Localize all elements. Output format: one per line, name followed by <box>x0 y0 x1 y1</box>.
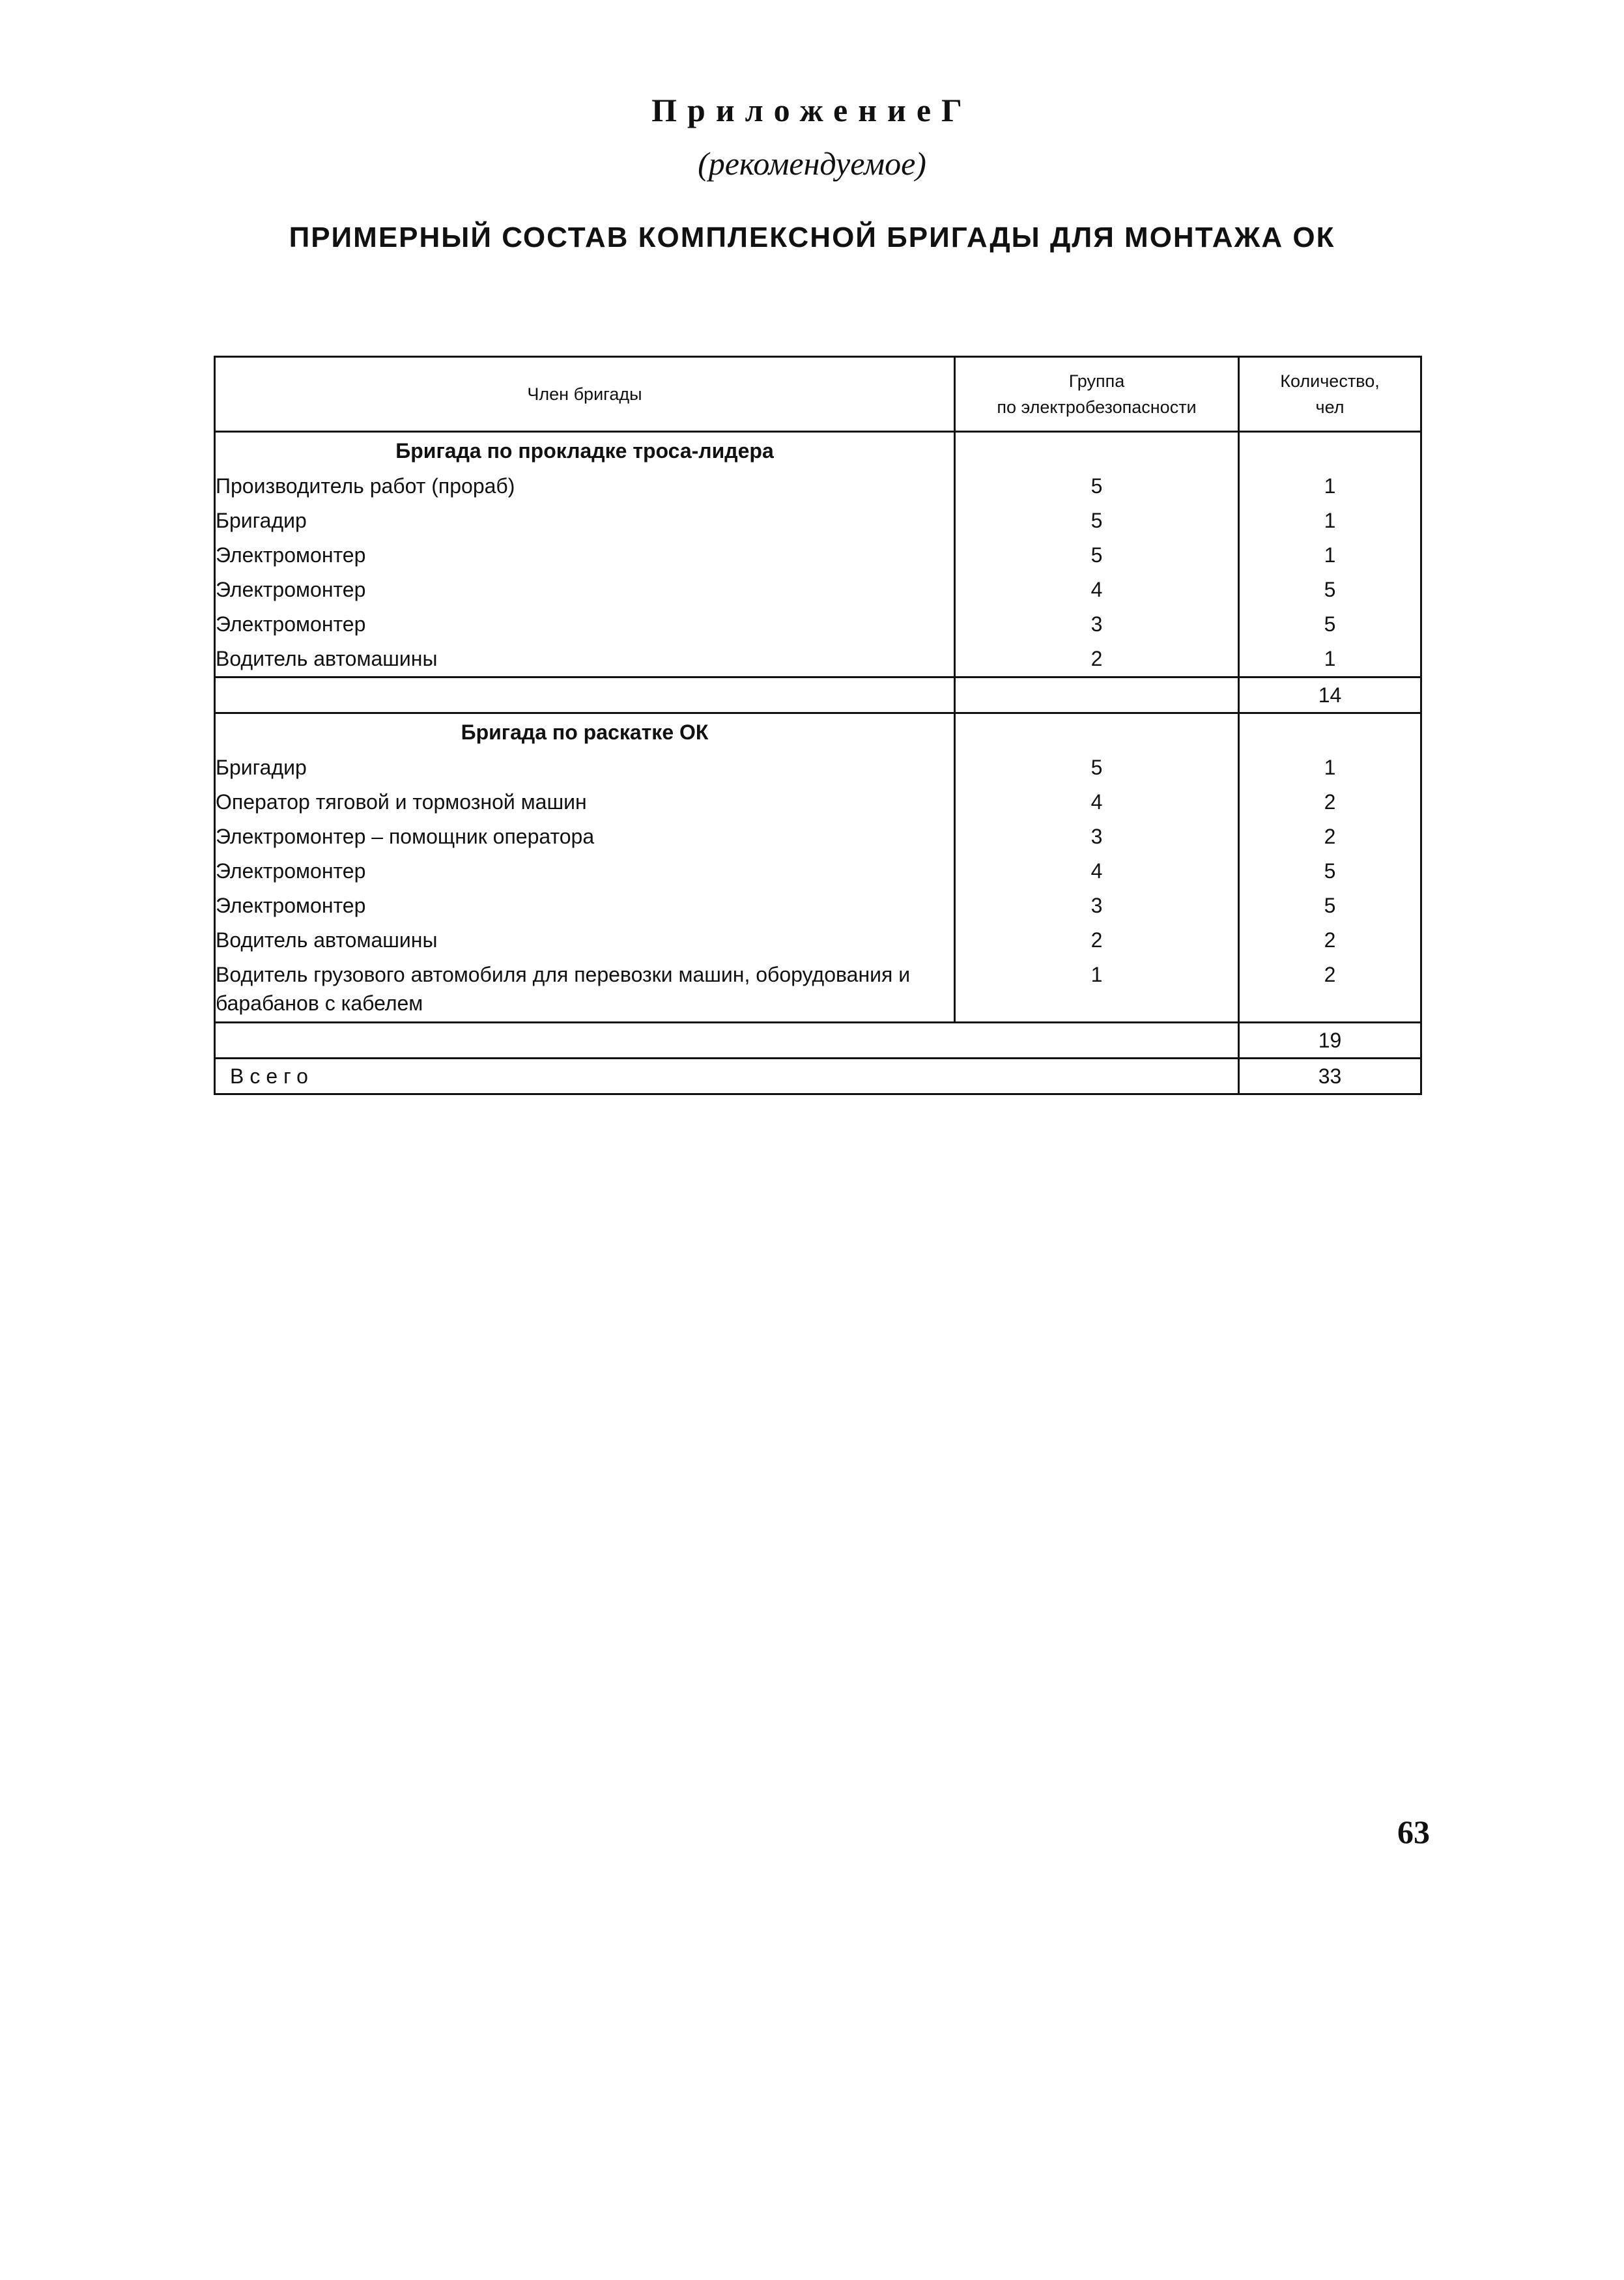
group-cell: 1 <box>955 958 1239 1023</box>
table-row <box>215 538 1421 573</box>
member-cell: Электромонтер <box>215 607 955 642</box>
header-count <box>1239 357 1421 432</box>
table-row <box>215 504 1421 538</box>
subtotal-cell: 14 <box>1239 677 1421 713</box>
count-cell: 5 <box>1239 889 1421 923</box>
document-heading: ПРИМЕРНЫЙ СОСТАВ КОМПЛЕКСНОЙ БРИГАДЫ ДЛЯ МОНТАЖА ОК <box>289 221 1335 253</box>
member-cell: Оператор тяговой и тормозной машин <box>215 785 955 819</box>
header-group <box>955 357 1239 432</box>
group-cell: 4 <box>955 573 1239 607</box>
table-row <box>215 958 1421 1023</box>
count-cell: 2 <box>1239 923 1421 958</box>
table-row <box>215 785 1421 819</box>
crew-composition-table <box>214 356 1422 1095</box>
member-cell: Электромонтер <box>215 854 955 889</box>
appendix-subtitle: (рекомендуемое) <box>698 145 926 182</box>
member-cell: Бригадир <box>215 504 955 538</box>
header-member <box>215 357 955 432</box>
group-cell: 3 <box>955 819 1239 854</box>
total-row <box>215 1059 1421 1094</box>
count-cell: 2 <box>1239 958 1421 1023</box>
table-row <box>215 642 1421 677</box>
table-header-row <box>215 357 1421 432</box>
count-cell: 2 <box>1239 785 1421 819</box>
count-cell: 5 <box>1239 607 1421 642</box>
count-cell: 1 <box>1239 538 1421 573</box>
subtotal-row <box>215 1023 1421 1059</box>
member-cell: Производитель работ (прораб) <box>215 469 955 504</box>
appendix-title: ПриложениеГ <box>651 92 973 128</box>
member-cell: Электромонтер <box>215 573 955 607</box>
total-value: 33 <box>1239 1059 1421 1094</box>
table-row <box>215 469 1421 504</box>
group-cell: 2 <box>955 642 1239 677</box>
table-row <box>215 819 1421 854</box>
group-cell: 3 <box>955 889 1239 923</box>
member-cell: Электромонтер <box>215 889 955 923</box>
group-cell: 3 <box>955 607 1239 642</box>
section-title: Бригада по прокладке троса-лидера <box>215 432 955 470</box>
table-row <box>215 854 1421 889</box>
table-row <box>215 889 1421 923</box>
member-cell: Электромонтер – помощник оператора <box>215 819 955 854</box>
group-cell: 4 <box>955 854 1239 889</box>
table-row <box>215 607 1421 642</box>
count-cell: 1 <box>1239 750 1421 785</box>
section-title: Бригада по раскатке ОК <box>215 713 955 751</box>
subtotal-row <box>215 677 1421 713</box>
table-row <box>215 573 1421 607</box>
member-cell: Водитель автомашины <box>215 923 955 958</box>
header-count-line2: чел <box>1315 397 1345 417</box>
page-number: 63 <box>1397 1814 1430 1850</box>
table-row <box>215 923 1421 958</box>
group-cell: 2 <box>955 923 1239 958</box>
section-header-row <box>215 713 1421 751</box>
header-group-line1: Группа <box>1068 371 1125 391</box>
group-cell: 4 <box>955 785 1239 819</box>
table-row <box>215 750 1421 785</box>
section-header-row <box>215 432 1421 470</box>
group-cell: 5 <box>955 750 1239 785</box>
total-label: Всего <box>215 1059 1239 1094</box>
header-count-line1: Количество, <box>1280 371 1380 391</box>
count-cell: 2 <box>1239 819 1421 854</box>
member-cell: Электромонтер <box>215 538 955 573</box>
count-cell: 1 <box>1239 504 1421 538</box>
member-cell: Водитель грузового автомобиля для перевозки машин, оборудования и барабанов с кабелем <box>215 958 955 1023</box>
group-cell: 5 <box>955 504 1239 538</box>
subtotal-cell: 19 <box>1239 1023 1421 1059</box>
group-cell: 5 <box>955 469 1239 504</box>
header-member-label: Член бригады <box>527 384 642 404</box>
group-cell: 5 <box>955 538 1239 573</box>
count-cell: 1 <box>1239 469 1421 504</box>
member-cell: Водитель автомашины <box>215 642 955 677</box>
count-cell: 5 <box>1239 573 1421 607</box>
member-cell: Бригадир <box>215 750 955 785</box>
count-cell: 5 <box>1239 854 1421 889</box>
count-cell: 1 <box>1239 642 1421 677</box>
header-group-line2: по электробезопасности <box>997 397 1197 417</box>
